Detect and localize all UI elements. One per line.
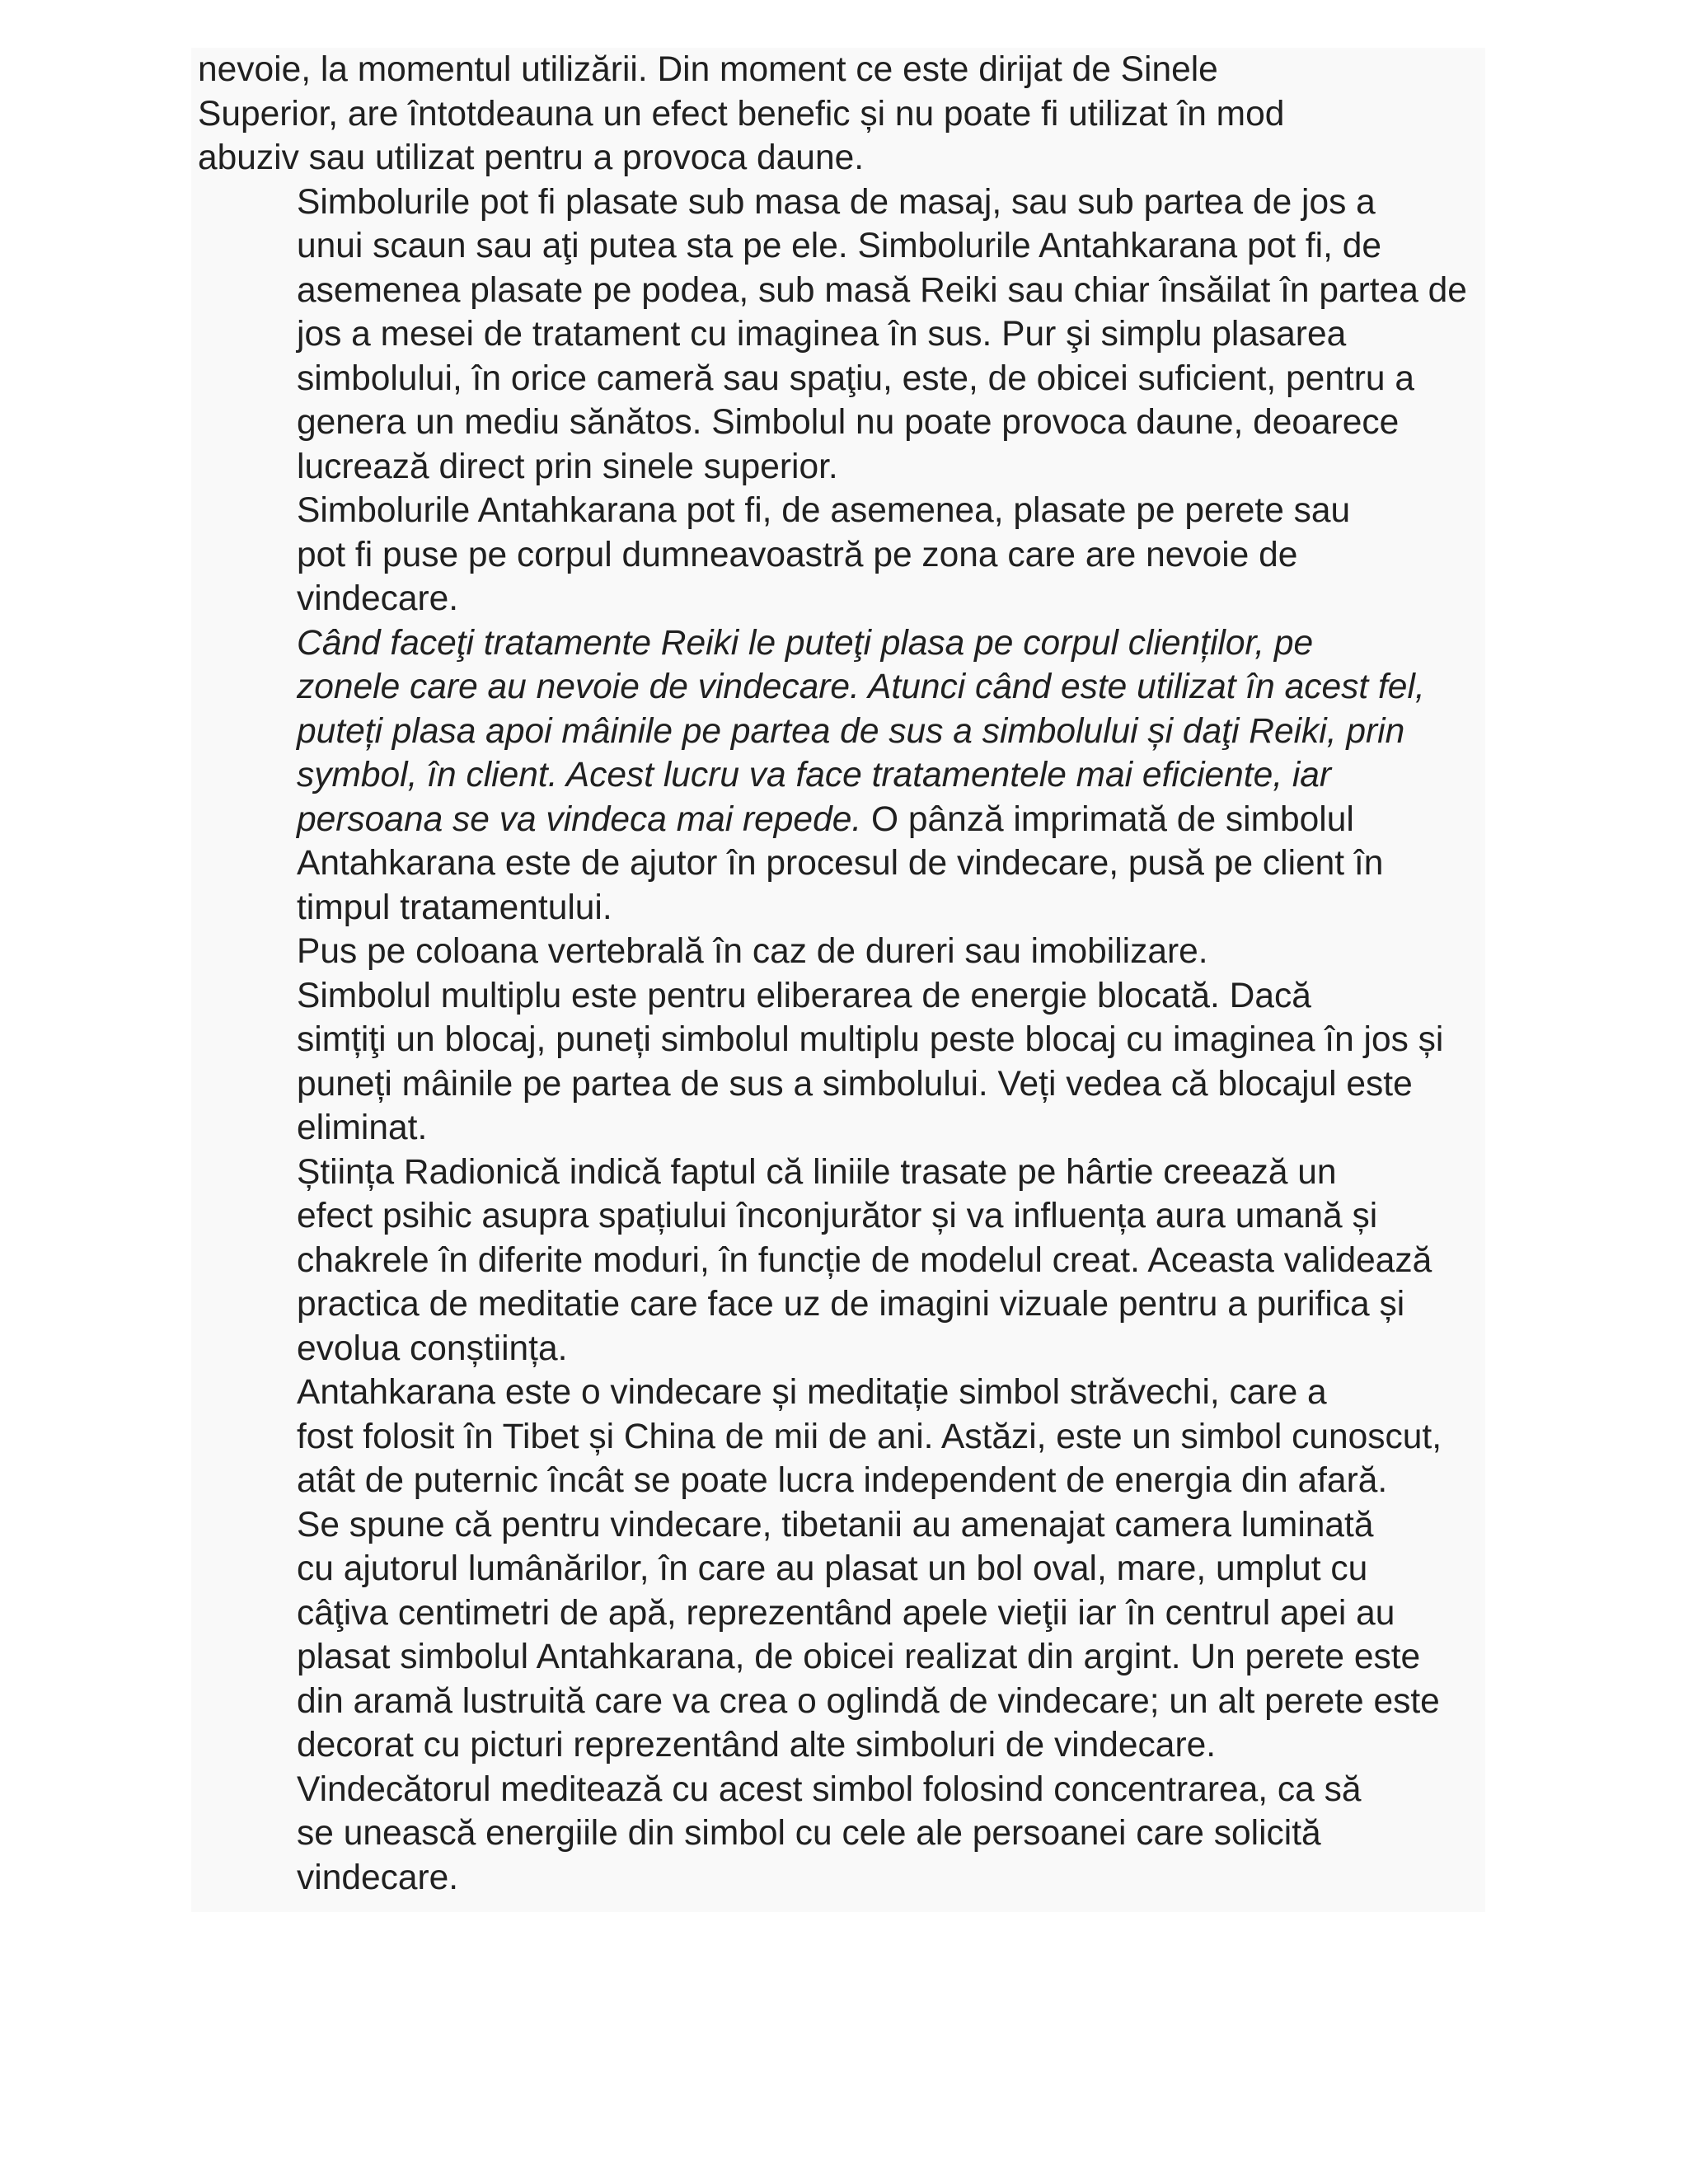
text-line: puneți mâinile pe partea de sus a simbolului. Veți vedea că blocajul este: [297, 1064, 1413, 1104]
text-line: Se spune că pentru vindecare, tibetanii au amenajat camera luminată: [297, 1505, 1374, 1544]
text-line: lucrează direct prin sinele superior.: [297, 447, 838, 486]
paragraph-5: [198, 930, 1485, 974]
text-line: Simbolurile pot fi plasate sub masa de masaj, sau sub partea de jos a: [297, 182, 1376, 222]
text-line: Superior, are întotdeauna un efect benefic și nu poate fi utilizat în mod: [198, 94, 1285, 134]
paragraph-7: [198, 1151, 1485, 1371]
italic-segment: persoana se va vindeca mai repede.: [297, 799, 862, 839]
paragraph-1: [198, 48, 1485, 180]
text-line: cu ajutorul lumânărilor, în care au plasat un bol oval, mare, umplut cu: [297, 1549, 1368, 1588]
text-line: Antahkarana este de ajutor în procesul de vindecare, pusă pe client în: [297, 844, 1384, 883]
italic-text-line: zonele care au nevoie de vindecare. Atunci când este utilizat în acest fel,: [297, 668, 1425, 706]
text-line: din aramă lustruită care va crea o oglindă de vindecare; un alt perete este: [297, 1681, 1440, 1721]
text-line: Simbolurile Antahkarana pot fi, de asemenea, plasate pe perete sau: [297, 491, 1351, 530]
text-line: Vindecătorul meditează cu acest simbol folosind concentrarea, ca să: [297, 1769, 1362, 1809]
paragraph-3: [198, 489, 1485, 621]
paragraph-4: [198, 621, 1485, 930]
text-line: decorat cu picturi reprezentând alte simboluri de vindecare.: [297, 1726, 1217, 1765]
text-line: eliminat.: [297, 1108, 428, 1147]
text-line: pot fi puse pe corpul dumneavoastră pe zona care are nevoie de: [297, 535, 1298, 574]
text-line: timpul tratamentului.: [297, 888, 612, 927]
text-line: practica de meditatie care face uz de imagini vizuale pentru a purifica și: [297, 1285, 1405, 1324]
text-line: evolua conștiința.: [297, 1329, 568, 1368]
italic-text-line: puteți plasa apoi mâinile pe partea de sus a simbolului și daţi Reiki, prin: [297, 711, 1405, 751]
text-line: jos a mesei de tratament cu imaginea în sus. Pur şi simplu plasarea: [297, 315, 1347, 354]
text-line: abuziv sau utilizat pentru a provoca daune.: [198, 138, 865, 177]
paragraph-9: [198, 1503, 1485, 1768]
italic-text-line: Când faceţi tratamente Reiki le puteţi plasa pe corpul clienților, pe: [297, 623, 1314, 663]
text-line: fost folosit în Tibet și China de mii de ani. Astăzi, este un simbol cunoscut,: [297, 1417, 1442, 1456]
text-line: Antahkarana este o vindecare și meditație simbol străvechi, care a: [297, 1373, 1327, 1412]
text-line: genera un mediu sănătos. Simbolul nu poate provoca daune, deoarece: [297, 403, 1400, 442]
text-line: se unească energiile din simbol cu cele ale persoanei care solicită: [297, 1814, 1321, 1853]
italic-text-line: symbol, în client. Acest lucru va face tratamentele mai eficiente, iar: [297, 756, 1332, 794]
text-line: Simbolul multiplu este pentru eliberarea de energie blocată. Dacă: [297, 976, 1311, 1015]
document-body: [191, 48, 1485, 1912]
text-line: plasat simbolul Antahkarana, de obicei realizat din argint. Un perete este: [297, 1638, 1421, 1676]
text-line: unui scaun sau aţi putea sta pe ele. Simbolurile Antahkarana pot fi, de: [297, 227, 1382, 265]
text-line: câţiva centimetri de apă, reprezentând apele vieţii iar în centrul apei au: [297, 1593, 1395, 1633]
text-line: Pus pe coloana vertebrală în caz de dureri sau imobilizare.: [297, 932, 1208, 971]
text-line: Știința Radionică indică faptul că liniile trasate pe hârtie creează un: [297, 1152, 1337, 1192]
paragraph-8: [198, 1371, 1485, 1503]
paragraph-6: [198, 974, 1485, 1151]
text-line: simțiţi un blocaj, puneți simbolul multiplu peste blocaj cu imaginea în jos și: [297, 1020, 1444, 1059]
text-line: atât de puternic încât se poate lucra independent de energia din afară.: [297, 1461, 1388, 1500]
regular-segment: O pânză imprimată de simbolul: [861, 799, 1354, 839]
text-line: simbolului, în orice cameră sau spaţiu, este, de obicei suficient, pentru a: [297, 359, 1414, 398]
text-line: efect psihic asupra spațiului înconjurător și va influența aura umană și: [297, 1197, 1378, 1235]
paragraph-2: [198, 180, 1485, 490]
text-line: chakrele în diferite moduri, în funcție de modelul creat. Aceasta validează: [297, 1240, 1432, 1280]
text-line: asemenea plasate pe podea, sub masă Reiki sau chiar însăilat în partea de: [297, 270, 1467, 310]
text-line: vindecare.: [297, 579, 459, 618]
text-line: nevoie, la momentul utilizării. Din moment ce este dirijat de Sinele: [198, 50, 1218, 89]
mixed-text-line: [198, 798, 1485, 842]
paragraph-10: [198, 1768, 1485, 1900]
text-line: vindecare.: [297, 1858, 459, 1897]
